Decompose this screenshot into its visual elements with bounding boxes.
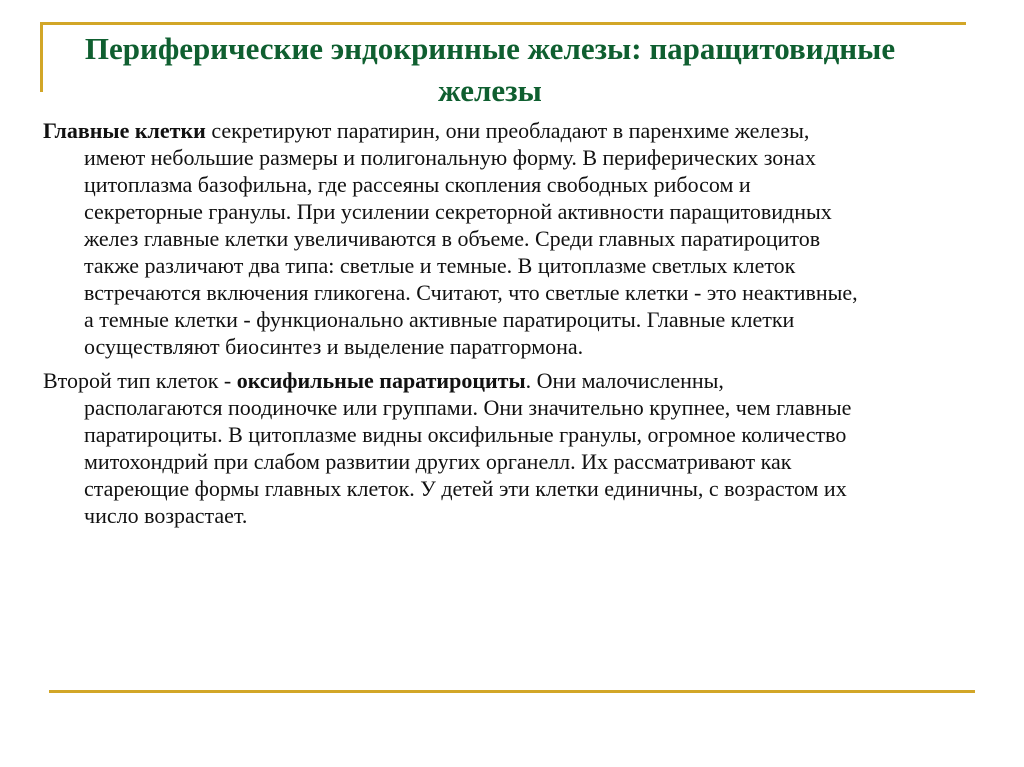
slide-title bbox=[40, 28, 940, 112]
paragraph-line: располагаются поодиночке или группами. Они значительно крупнее, чем главные bbox=[84, 395, 852, 420]
slide-body bbox=[43, 117, 1003, 536]
paragraph-line: Главные клетки секретируют паратирин, они преобладают в паренхиме железы, bbox=[43, 118, 810, 143]
slide-title-line-1: Периферические эндокринные железы: паращитовидные bbox=[84, 31, 896, 66]
paragraph-line: митохондрий при слабом развитии других органелл. Их рассматривают как bbox=[84, 449, 792, 474]
paragraph-line: имеют небольшие размеры и полигональную форму. В периферических зонах bbox=[84, 145, 816, 170]
paragraph-line: желез главные клетки увеличиваются в объеме. Среди главных паратироцитов bbox=[84, 226, 821, 251]
paragraph-main-cells bbox=[43, 117, 1003, 360]
paragraph-line: секреторные гранулы. При усилении секреторной активности паращитовидных bbox=[84, 199, 832, 224]
paragraph-line: паратироциты. В цитоплазме видны оксифильные гранулы, огромное количество bbox=[84, 422, 847, 447]
slide-title-line-2: железы bbox=[438, 73, 542, 108]
paragraph-line: также различают два типа: светлые и темные. В цитоплазме светлых клеток bbox=[84, 253, 796, 278]
paragraph-line: стареющие формы главных клеток. У детей эти клетки единичны, с возрастом их bbox=[84, 476, 847, 501]
term-oxyphil-cells: оксифильные паратироциты bbox=[236, 368, 526, 393]
term-main-cells: Главные клетки bbox=[43, 118, 206, 143]
bottom-decorative-rule bbox=[49, 690, 975, 693]
paragraph-line: Второй тип клеток - оксифильные паратироциты. Они малочисленны, bbox=[43, 368, 724, 393]
paragraph-line: цитоплазма базофильна, где рассеяны скопления свободных рибосом и bbox=[84, 172, 751, 197]
paragraph-line: а темные клетки - функционально активные паратироциты. Главные клетки bbox=[84, 307, 795, 332]
top-decorative-rule bbox=[40, 22, 966, 25]
paragraph-oxyphil-cells bbox=[43, 367, 1003, 529]
paragraph-line: число возрастает. bbox=[84, 503, 248, 528]
paragraph-line: встречаются включения гликогена. Считают, что светлые клетки - это неактивные, bbox=[84, 280, 858, 305]
paragraph-line: осуществляют биосинтез и выделение паратгормона. bbox=[84, 334, 584, 359]
